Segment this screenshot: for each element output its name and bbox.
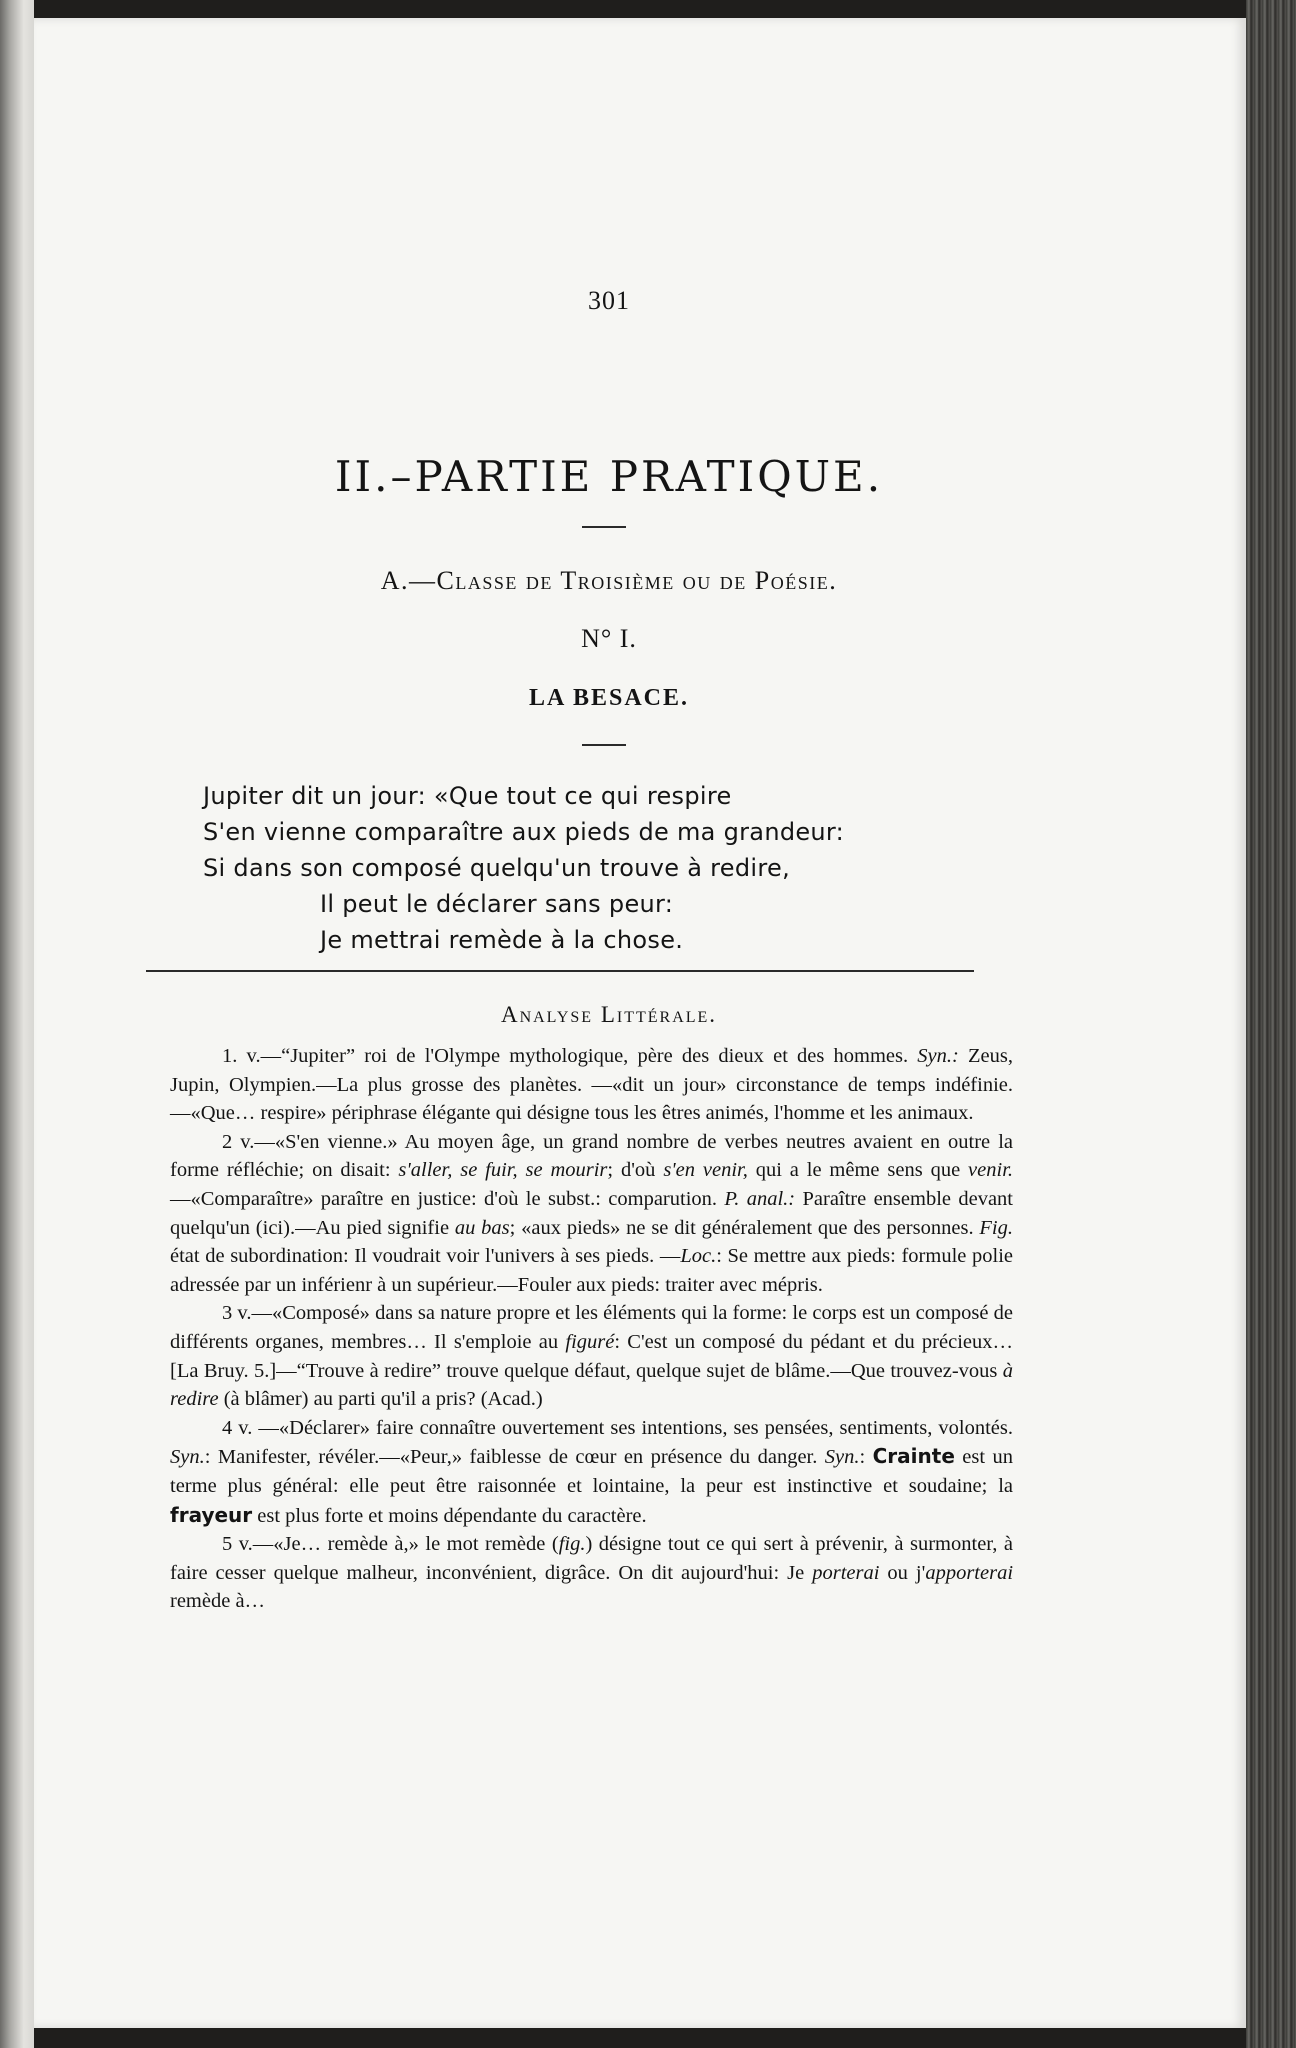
analysis-paragraph-2: 2 v.—«S'en vienne.» Au moyen âge, un grand nombre de verbes neutres avaient en outre la forme réfléchie; on disait: s'aller, se fuir, se mourir; d'où s'en venir, qui a le même sens que venir.—«Comparaître» paraître en justice: d'où le subst.: comparution. P. anal.: Paraître ensemble devant quelqu'un (ici).—Au pied signifie au bas; «aux pieds» ne se dit généralement que des personnes. Fig. état de subordination: Il voudrait voir l'univers à ses pieds. —Loc.: Se mettre aux pieds: formule polie adressée par un inférienr à un supérieur.—Fouler aux pieds: traiter avec mépris. <box>170 1130 1014 1296</box>
title-rule-1 <box>582 526 626 528</box>
verse-ref: 3 v. <box>222 1302 252 1325</box>
fable-title: LA BESACE. <box>528 685 690 711</box>
analysis-paragraph-1: 1. v.—“Jupiter” roi de l'Olympe mythologique, père des dieux et des hommes. Syn.: Zeus, Jupin, Olympien.—La plus grosse des planètes. —«dit un jour» circonstance de temps indéfinie. —«Que… respire» périphrase élégante qui désigne tous les êtres animés, l'homme et les animaux. <box>170 1045 1013 1125</box>
literal-analysis <box>170 1042 1013 1616</box>
title-rule-2 <box>582 744 626 746</box>
verse-ref: 1. v. <box>222 1045 261 1067</box>
book-page <box>34 18 1246 2028</box>
book-page-edges <box>1246 0 1296 2048</box>
verse-ref: 4 v. <box>222 1416 253 1439</box>
verse-ref: 5 v. <box>222 1533 253 1556</box>
part-title: II.–PARTIE PRATIQUE. <box>334 452 884 501</box>
section-rule <box>146 970 974 972</box>
page-number: 301 <box>588 286 630 315</box>
analysis-paragraph-5: 5 v.—«Je… remède à,» le mot remède (fig.) désigne tout ce qui sert à prévenir, à surmonter, à faire cesser quelque malheur, inconvénient, digrâce. On dit aujourd'hui: Je porterai ou j'apporterai remède à… <box>170 1533 1014 1613</box>
analysis-paragraph-3: 3 v.—«Composé» dans sa nature propre et les éléments qui la forme: le corps est un composé de différents organes, membres… Il s'emploie au figuré: C'est un composé du pédant et du précieux… [La Bruy. 5.]—“Trouve à redire” trouve quelque défaut, quelque sujet de blâme.—Que trouvez-vous à redire (à blâmer) au parti qu'il a pris? (Acad.) <box>170 1302 1014 1411</box>
section-heading: Analyse Littérale. <box>500 1002 718 1027</box>
verse-line: Jupiter dit un jour: «Que tout ce qui respire <box>203 782 732 810</box>
number-label: N° I. <box>581 624 637 653</box>
book-gutter-edge <box>0 0 34 2048</box>
verse-line: S'en vienne comparaître aux pieds de ma grandeur: <box>203 818 845 846</box>
verse-line: Il peut le déclarer sans peur: <box>320 890 674 918</box>
verse-line: Si dans son composé quelqu'un trouve à redire, <box>203 854 791 882</box>
verse-line: Je mettrai remède à la chose. <box>320 926 684 954</box>
page-content <box>34 18 1246 2028</box>
class-title: A.—Classe de Troisième ou de Poésie. <box>380 566 838 595</box>
verse-ref: 2 v. <box>222 1130 255 1153</box>
analysis-paragraph-4: 4 v. —«Déclarer» faire connaître ouvertement ses intentions, ses pensées, sentiments, volontés. Syn.: Manifester, révéler.—«Peur,» faiblesse de cœur en présence du danger. Syn.: Crainte est un terme plus général: elle peut être raisonnée et lointaine, la peur est instinctive et soudaine; la frayeur est plus forte et moins dépendante du caractère. <box>170 1416 1013 1527</box>
